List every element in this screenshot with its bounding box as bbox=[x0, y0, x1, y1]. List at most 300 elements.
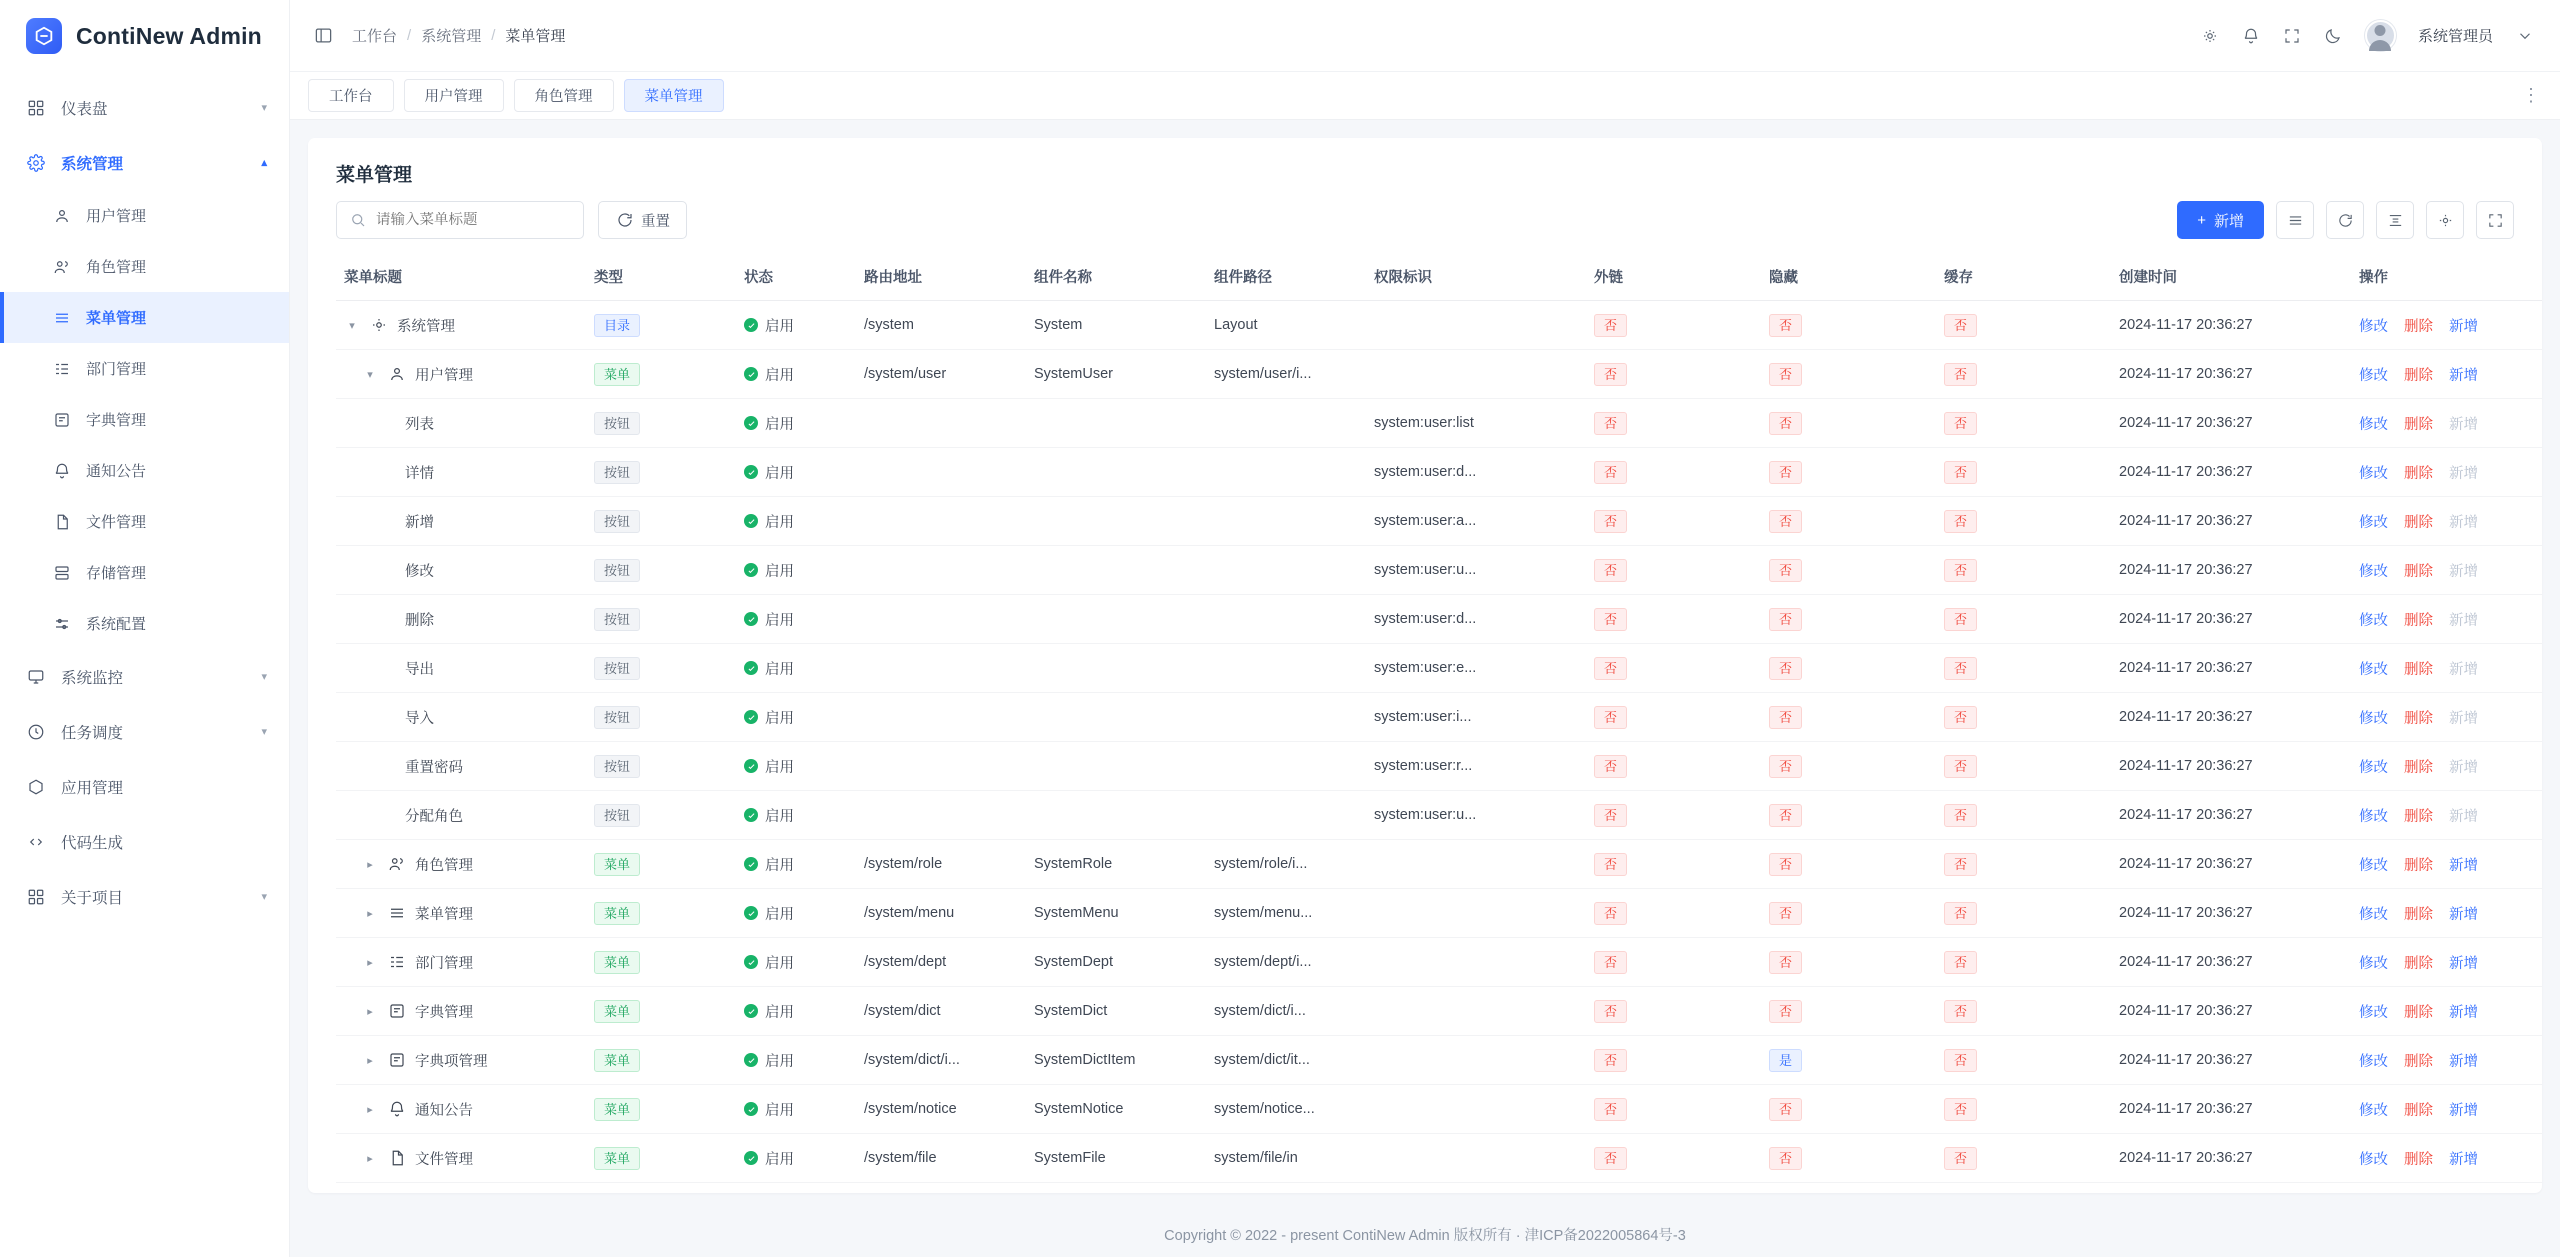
cell-status bbox=[736, 889, 856, 938]
columns-settings-icon[interactable] bbox=[2426, 201, 2464, 239]
row-delete-button[interactable]: 删除 bbox=[2404, 612, 2433, 629]
table-row[interactable] bbox=[336, 1134, 2542, 1183]
check-icon bbox=[744, 906, 758, 920]
sidebar-item-app-manage[interactable] bbox=[0, 759, 289, 814]
col-type: 类型 bbox=[586, 253, 736, 301]
menu-title-label: 用户管理 bbox=[415, 367, 473, 384]
sidebar-item-label: 通知公告 bbox=[86, 463, 147, 480]
cell-time: 2024-11-17 20:36:27 bbox=[2111, 399, 2351, 448]
row-edit-button[interactable]: 修改 bbox=[2359, 514, 2388, 531]
cache-badge: 否 bbox=[1944, 951, 1977, 974]
check-icon bbox=[744, 514, 758, 528]
cell-title bbox=[336, 1085, 586, 1134]
menu-title-label: 重置密码 bbox=[405, 759, 463, 776]
cell-time: 2024-11-17 20:36:27 bbox=[2111, 1085, 2351, 1134]
tabs-more-icon[interactable]: ⋮ bbox=[2522, 85, 2542, 105]
check-icon bbox=[744, 710, 758, 724]
user-icon bbox=[387, 365, 406, 384]
type-badge: 按钮 bbox=[594, 461, 640, 484]
hide-badge: 否 bbox=[1769, 412, 1802, 435]
cell-route: /system/dict/i... bbox=[856, 1036, 1026, 1085]
row-add-button: 新增 bbox=[2449, 661, 2478, 678]
breadcrumb-item-0[interactable]: 工作台 bbox=[352, 28, 398, 45]
row-edit-button[interactable]: 修改 bbox=[2359, 1053, 2388, 1070]
cell-link bbox=[1586, 1134, 1761, 1183]
status-label: 启用 bbox=[765, 1053, 794, 1070]
table-row[interactable] bbox=[336, 742, 2542, 791]
cell-cache bbox=[1936, 938, 2111, 987]
cell-cache bbox=[1936, 301, 2111, 350]
link-badge: 否 bbox=[1594, 1049, 1627, 1072]
cell-type bbox=[586, 350, 736, 399]
table-row[interactable] bbox=[336, 301, 2542, 350]
row-edit-button[interactable]: 修改 bbox=[2359, 416, 2388, 433]
row-delete-button[interactable]: 删除 bbox=[2404, 906, 2433, 923]
row-delete-button[interactable]: 删除 bbox=[2404, 661, 2433, 678]
cell-link bbox=[1586, 791, 1761, 840]
row-delete-button[interactable]: 删除 bbox=[2404, 367, 2433, 384]
cell-perm bbox=[1366, 1036, 1586, 1085]
cell-title bbox=[336, 693, 586, 742]
row-edit-button[interactable]: 修改 bbox=[2359, 661, 2388, 678]
row-delete-button[interactable]: 删除 bbox=[2404, 1151, 2433, 1168]
sidebar-item-system[interactable] bbox=[0, 135, 289, 190]
cell-hide bbox=[1761, 448, 1936, 497]
cell-cache bbox=[1936, 693, 2111, 742]
col-route: 路由地址 bbox=[856, 253, 1026, 301]
hide-badge: 是 bbox=[1769, 1049, 1802, 1072]
link-badge: 否 bbox=[1594, 412, 1627, 435]
cell-route bbox=[856, 448, 1026, 497]
expand-caret-icon[interactable]: ▸ bbox=[367, 1054, 373, 1067]
refresh-icon[interactable] bbox=[2326, 201, 2364, 239]
cell-status bbox=[736, 1134, 856, 1183]
row-edit-button[interactable]: 修改 bbox=[2359, 1151, 2388, 1168]
row-add-button[interactable]: 新增 bbox=[2449, 1004, 2478, 1021]
hide-badge: 否 bbox=[1769, 314, 1802, 337]
cell-status bbox=[736, 1085, 856, 1134]
check-icon bbox=[744, 367, 758, 381]
cell-title bbox=[336, 497, 586, 546]
row-delete-button[interactable]: 删除 bbox=[2404, 710, 2433, 727]
status-label: 启用 bbox=[765, 465, 794, 482]
cell-perm bbox=[1366, 889, 1586, 938]
cell-ops bbox=[2351, 742, 2542, 791]
breadcrumb-separator: / bbox=[491, 27, 496, 44]
table-row[interactable] bbox=[336, 448, 2542, 497]
check-icon bbox=[744, 857, 758, 871]
expand-caret-icon[interactable]: ▸ bbox=[367, 1005, 373, 1018]
search-icon bbox=[349, 211, 367, 230]
tab-menu-manage[interactable]: 菜单管理 bbox=[624, 79, 724, 112]
menu-title-label: 新增 bbox=[405, 514, 434, 531]
check-icon bbox=[744, 1151, 758, 1165]
cell-cache bbox=[1936, 987, 2111, 1036]
cell-component: System bbox=[1026, 301, 1206, 350]
cell-ops bbox=[2351, 938, 2542, 987]
sidebar-collapse-icon[interactable] bbox=[308, 21, 338, 51]
hide-badge: 否 bbox=[1769, 461, 1802, 484]
table-row[interactable] bbox=[336, 497, 2542, 546]
row-delete-button[interactable]: 删除 bbox=[2404, 416, 2433, 433]
sidebar-item-label: 存储管理 bbox=[86, 565, 147, 582]
row-edit-button[interactable]: 修改 bbox=[2359, 1004, 2388, 1021]
cell-time: 2024-11-17 20:36:27 bbox=[2111, 448, 2351, 497]
sliders-icon bbox=[52, 614, 71, 633]
row-add-button: 新增 bbox=[2449, 808, 2478, 825]
row-edit-button[interactable]: 修改 bbox=[2359, 759, 2388, 776]
cell-status bbox=[736, 938, 856, 987]
grid-icon bbox=[26, 887, 45, 906]
status-label: 启用 bbox=[765, 857, 794, 874]
table-row[interactable] bbox=[336, 987, 2542, 1036]
link-badge: 否 bbox=[1594, 951, 1627, 974]
cell-time: 2024-11-17 20:36:27 bbox=[2111, 742, 2351, 791]
cell-link bbox=[1586, 1085, 1761, 1134]
table-row[interactable] bbox=[336, 350, 2542, 399]
cell-perm: system:user:u... bbox=[1366, 546, 1586, 595]
cache-badge: 否 bbox=[1944, 1147, 1977, 1170]
sidebar-item-about[interactable] bbox=[0, 869, 289, 924]
cache-badge: 否 bbox=[1944, 1000, 1977, 1023]
cell-component bbox=[1026, 693, 1206, 742]
menu-table-wrap[interactable] bbox=[308, 253, 2542, 1193]
gear-icon[interactable] bbox=[2201, 26, 2220, 45]
table-row[interactable] bbox=[336, 938, 2542, 987]
cell-title bbox=[336, 1036, 586, 1085]
menu-title-label: 列表 bbox=[405, 416, 434, 433]
tab-workbench[interactable]: 工作台 bbox=[308, 79, 394, 112]
menu-icon bbox=[387, 904, 406, 923]
cell-status bbox=[736, 350, 856, 399]
sidebar-item-dept-manage[interactable] bbox=[0, 343, 289, 394]
cell-path bbox=[1206, 742, 1366, 791]
row-edit-button[interactable]: 修改 bbox=[2359, 465, 2388, 482]
table-row[interactable] bbox=[336, 693, 2542, 742]
link-badge: 否 bbox=[1594, 1098, 1627, 1121]
footer: Copyright © 2022 - present ContiNew Admin 版权所有 · 津ICP备2022005864号-3 bbox=[1164, 1227, 1686, 1244]
sidebar-item-label: 文件管理 bbox=[86, 514, 147, 531]
cell-perm bbox=[1366, 350, 1586, 399]
cell-time: 2024-11-17 20:36:27 bbox=[2111, 301, 2351, 350]
row-edit-button[interactable]: 修改 bbox=[2359, 857, 2388, 874]
sidebar-item-label: 系统监控 bbox=[61, 669, 124, 687]
row-delete-button[interactable]: 删除 bbox=[2404, 1102, 2433, 1119]
cache-badge: 否 bbox=[1944, 314, 1977, 337]
sidebar-item-label: 角色管理 bbox=[86, 259, 147, 276]
cell-route: /system/file bbox=[856, 1134, 1026, 1183]
cell-hide bbox=[1761, 1085, 1936, 1134]
cell-perm bbox=[1366, 840, 1586, 889]
row-edit-button[interactable]: 修改 bbox=[2359, 955, 2388, 972]
sidebar-item-code-gen[interactable] bbox=[0, 814, 289, 869]
col-component: 组件名称 bbox=[1026, 253, 1206, 301]
cell-ops bbox=[2351, 595, 2542, 644]
cell-type bbox=[586, 840, 736, 889]
sidebar-item-label: 菜单管理 bbox=[86, 310, 147, 327]
page-title: 菜单管理 bbox=[336, 165, 413, 186]
cell-link bbox=[1586, 644, 1761, 693]
cell-time: 2024-11-17 20:36:27 bbox=[2111, 1134, 2351, 1183]
cell-status bbox=[736, 595, 856, 644]
brand-name: ContiNew Admin bbox=[76, 22, 262, 49]
cell-route: /system/dept bbox=[856, 938, 1026, 987]
cell-component bbox=[1026, 399, 1206, 448]
cell-hide bbox=[1761, 1134, 1936, 1183]
cell-type bbox=[586, 1036, 736, 1085]
check-icon bbox=[744, 1004, 758, 1018]
tabs-bar bbox=[290, 72, 2560, 120]
cell-cache bbox=[1936, 399, 2111, 448]
code-icon bbox=[26, 832, 45, 851]
sidebar-item-role-manage[interactable] bbox=[0, 241, 289, 292]
cache-badge: 否 bbox=[1944, 706, 1977, 729]
row-add-button[interactable]: 新增 bbox=[2449, 367, 2478, 384]
row-delete-button[interactable]: 删除 bbox=[2404, 465, 2433, 482]
row-delete-button[interactable]: 删除 bbox=[2404, 318, 2433, 335]
row-add-button[interactable]: 新增 bbox=[2449, 1102, 2478, 1119]
cell-component: SystemDict bbox=[1026, 987, 1206, 1036]
row-delete-button[interactable]: 删除 bbox=[2404, 514, 2433, 531]
cell-component: SystemUser bbox=[1026, 350, 1206, 399]
col-time: 创建时间 bbox=[2111, 253, 2351, 301]
logo-mark-icon bbox=[26, 18, 62, 54]
sidebar-item-label: 代码生成 bbox=[61, 834, 124, 852]
menu-title-label: 通知公告 bbox=[415, 1102, 473, 1119]
cell-route bbox=[856, 693, 1026, 742]
row-edit-button[interactable]: 修改 bbox=[2359, 367, 2388, 384]
table-row[interactable] bbox=[336, 889, 2542, 938]
dept-icon bbox=[387, 953, 406, 972]
cell-route bbox=[856, 399, 1026, 448]
cell-route bbox=[856, 546, 1026, 595]
menu-icon bbox=[52, 308, 71, 327]
cell-cache bbox=[1936, 1036, 2111, 1085]
status-label: 启用 bbox=[765, 318, 794, 335]
cell-path: Layout bbox=[1206, 301, 1366, 350]
search-box[interactable] bbox=[336, 201, 584, 239]
row-edit-button[interactable]: 修改 bbox=[2359, 808, 2388, 825]
row-add-button[interactable]: 新增 bbox=[2449, 857, 2478, 874]
cell-cache bbox=[1936, 448, 2111, 497]
cell-cache bbox=[1936, 644, 2111, 693]
row-delete-button[interactable]: 删除 bbox=[2404, 759, 2433, 776]
menu-title-label: 删除 bbox=[405, 612, 434, 629]
expand-rows-icon[interactable] bbox=[2276, 201, 2314, 239]
row-add-button[interactable]: 新增 bbox=[2449, 906, 2478, 923]
expand-caret-icon[interactable]: ▸ bbox=[367, 1103, 373, 1116]
link-badge: 否 bbox=[1594, 804, 1627, 827]
cell-perm bbox=[1366, 987, 1586, 1036]
user-icon bbox=[52, 206, 71, 225]
row-edit-button[interactable]: 修改 bbox=[2359, 612, 2388, 629]
cell-hide bbox=[1761, 595, 1936, 644]
cell-title bbox=[336, 350, 586, 399]
tab-role-manage[interactable]: 角色管理 bbox=[514, 79, 614, 112]
density-icon[interactable] bbox=[2376, 201, 2414, 239]
hide-badge: 否 bbox=[1769, 559, 1802, 582]
cell-status bbox=[736, 301, 856, 350]
expand-caret-icon[interactable]: ▾ bbox=[349, 319, 355, 332]
cache-badge: 否 bbox=[1944, 461, 1977, 484]
cell-time: 2024-11-17 20:36:27 bbox=[2111, 1036, 2351, 1085]
sidebar-item-dashboard[interactable] bbox=[0, 80, 289, 135]
cell-perm: system:user:a... bbox=[1366, 497, 1586, 546]
cell-type bbox=[586, 938, 736, 987]
expand-caret-icon[interactable]: ▸ bbox=[367, 907, 373, 920]
sidebar-item-dict-manage[interactable] bbox=[0, 394, 289, 445]
menu-manage-card bbox=[308, 138, 2542, 1193]
bell-icon[interactable] bbox=[2242, 26, 2261, 45]
cell-title bbox=[336, 1134, 586, 1183]
table-row[interactable] bbox=[336, 546, 2542, 595]
table-row[interactable] bbox=[336, 1085, 2542, 1134]
cell-hide bbox=[1761, 1036, 1936, 1085]
cell-hide bbox=[1761, 301, 1936, 350]
sidebar-item-scheduler[interactable] bbox=[0, 704, 289, 759]
row-add-button[interactable]: 新增 bbox=[2449, 1053, 2478, 1070]
cell-time: 2024-11-17 20:36:27 bbox=[2111, 987, 2351, 1036]
link-badge: 否 bbox=[1594, 314, 1627, 337]
cell-ops bbox=[2351, 546, 2542, 595]
expand-caret-icon[interactable]: ▸ bbox=[367, 956, 373, 969]
table-row[interactable] bbox=[336, 399, 2542, 448]
table-row[interactable] bbox=[336, 840, 2542, 889]
cell-link bbox=[1586, 742, 1761, 791]
cell-time: 2024-11-17 20:36:27 bbox=[2111, 644, 2351, 693]
row-delete-button[interactable]: 删除 bbox=[2404, 857, 2433, 874]
hide-badge: 否 bbox=[1769, 902, 1802, 925]
cell-title bbox=[336, 448, 586, 497]
users-icon bbox=[387, 855, 406, 874]
table-row[interactable] bbox=[336, 644, 2542, 693]
cell-hide bbox=[1761, 742, 1936, 791]
cell-time: 2024-11-17 20:36:27 bbox=[2111, 889, 2351, 938]
cell-time: 2024-11-17 20:36:27 bbox=[2111, 791, 2351, 840]
cell-status bbox=[736, 840, 856, 889]
status-label: 启用 bbox=[765, 563, 794, 580]
cell-path: system/dict/i... bbox=[1206, 987, 1366, 1036]
cell-hide bbox=[1761, 644, 1936, 693]
menu-title-label: 字典管理 bbox=[415, 1004, 473, 1021]
bell-icon bbox=[52, 461, 71, 480]
cell-status bbox=[736, 644, 856, 693]
menu-title-label: 系统管理 bbox=[397, 318, 455, 335]
cell-link bbox=[1586, 987, 1761, 1036]
sidebar-item-system-config[interactable] bbox=[0, 598, 289, 649]
dept-icon bbox=[52, 359, 71, 378]
cell-type bbox=[586, 1134, 736, 1183]
cell-hide bbox=[1761, 350, 1936, 399]
sidebar-item-file-manage[interactable] bbox=[0, 496, 289, 547]
cell-path bbox=[1206, 546, 1366, 595]
reset-button[interactable] bbox=[598, 201, 687, 239]
row-edit-button[interactable]: 修改 bbox=[2359, 563, 2388, 580]
status-label: 启用 bbox=[765, 661, 794, 678]
row-edit-button[interactable]: 修改 bbox=[2359, 1102, 2388, 1119]
row-delete-button[interactable]: 删除 bbox=[2404, 563, 2433, 580]
row-add-button[interactable]: 新增 bbox=[2449, 318, 2478, 335]
dict-icon bbox=[387, 1002, 406, 1021]
row-edit-button[interactable]: 修改 bbox=[2359, 906, 2388, 923]
table-row[interactable] bbox=[336, 595, 2542, 644]
hide-badge: 否 bbox=[1769, 363, 1802, 386]
cell-component bbox=[1026, 448, 1206, 497]
tab-user-manage[interactable]: 用户管理 bbox=[404, 79, 504, 112]
search-input[interactable] bbox=[376, 212, 571, 228]
row-delete-button[interactable]: 删除 bbox=[2404, 955, 2433, 972]
cell-time: 2024-11-17 20:36:27 bbox=[2111, 938, 2351, 987]
cell-perm: system:user:r... bbox=[1366, 742, 1586, 791]
sidebar-item-label: 应用管理 bbox=[61, 779, 124, 797]
chevron-down-icon: ▾ bbox=[261, 726, 267, 738]
moon-icon[interactable] bbox=[2324, 26, 2343, 45]
file-icon bbox=[387, 1149, 406, 1168]
table-row[interactable] bbox=[336, 791, 2542, 840]
cell-perm: system:user:list bbox=[1366, 399, 1586, 448]
brand-logo[interactable] bbox=[0, 0, 289, 72]
col-title: 菜单标题 bbox=[336, 253, 586, 301]
expand-caret-icon[interactable]: ▸ bbox=[367, 1152, 373, 1165]
expand-caret-icon[interactable]: ▸ bbox=[367, 858, 373, 871]
row-add-button[interactable]: 新增 bbox=[2449, 1151, 2478, 1168]
table-row[interactable] bbox=[336, 1036, 2542, 1085]
sidebar-item-menu-manage[interactable] bbox=[0, 292, 289, 343]
chevron-down-icon: ▾ bbox=[261, 891, 267, 903]
cell-path: system/dict/it... bbox=[1206, 1036, 1366, 1085]
row-delete-button[interactable]: 删除 bbox=[2404, 808, 2433, 825]
expand-caret-icon[interactable]: ▾ bbox=[367, 368, 373, 381]
avatar[interactable] bbox=[2365, 20, 2396, 51]
row-edit-button[interactable]: 修改 bbox=[2359, 710, 2388, 727]
sidebar-item-monitor[interactable] bbox=[0, 649, 289, 704]
row-delete-button[interactable]: 删除 bbox=[2404, 1053, 2433, 1070]
sidebar-item-label: 系统管理 bbox=[61, 155, 124, 173]
fullscreen-icon[interactable] bbox=[2283, 26, 2302, 45]
chevron-down-icon[interactable] bbox=[2515, 26, 2534, 45]
cell-status bbox=[736, 1036, 856, 1085]
row-edit-button[interactable]: 修改 bbox=[2359, 318, 2388, 335]
row-add-button: 新增 bbox=[2449, 759, 2478, 776]
cell-hide bbox=[1761, 399, 1936, 448]
col-link: 外链 bbox=[1586, 253, 1761, 301]
row-add-button[interactable]: 新增 bbox=[2449, 955, 2478, 972]
type-badge: 按钮 bbox=[594, 755, 640, 778]
username-label[interactable]: 系统管理员 bbox=[2417, 28, 2493, 45]
add-button[interactable] bbox=[2177, 201, 2264, 239]
table-body bbox=[336, 301, 2542, 1183]
chevron-down-icon: ▾ bbox=[261, 671, 267, 683]
sidebar-item-user-manage[interactable] bbox=[0, 190, 289, 241]
cache-badge: 否 bbox=[1944, 657, 1977, 680]
row-delete-button[interactable]: 删除 bbox=[2404, 1004, 2433, 1021]
cell-perm bbox=[1366, 938, 1586, 987]
cell-route: /system/notice bbox=[856, 1085, 1026, 1134]
menu-title-label: 文件管理 bbox=[415, 1151, 473, 1168]
breadcrumb-item-1[interactable]: 系统管理 bbox=[421, 28, 482, 45]
sidebar-item-storage-manage[interactable] bbox=[0, 547, 289, 598]
col-ops: 操作 bbox=[2351, 253, 2542, 301]
link-badge: 否 bbox=[1594, 608, 1627, 631]
link-badge: 否 bbox=[1594, 853, 1627, 876]
cell-ops bbox=[2351, 448, 2542, 497]
hide-badge: 否 bbox=[1769, 853, 1802, 876]
cell-perm: system:user:i... bbox=[1366, 693, 1586, 742]
fullscreen-icon[interactable] bbox=[2476, 201, 2514, 239]
check-icon bbox=[744, 808, 758, 822]
sidebar-item-notice[interactable] bbox=[0, 445, 289, 496]
menu-table bbox=[336, 253, 2542, 1183]
